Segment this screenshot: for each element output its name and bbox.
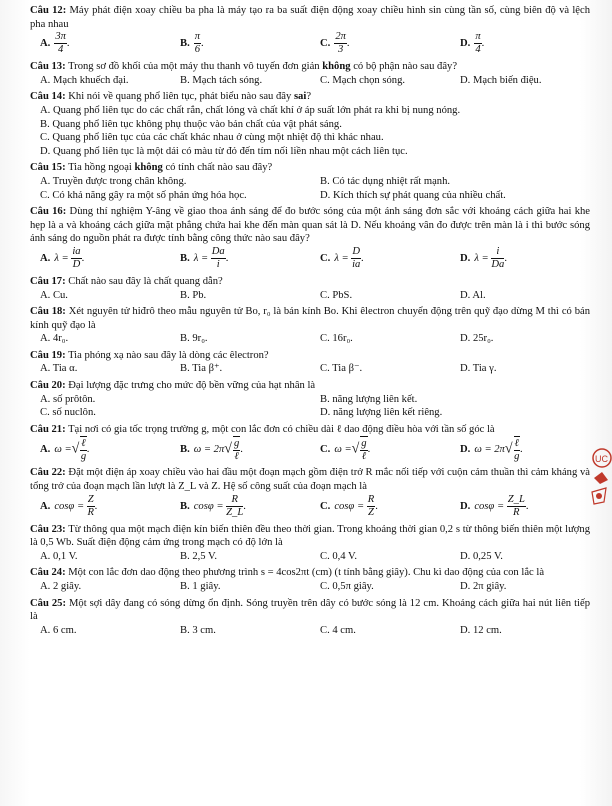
options xyxy=(30,580,590,594)
question-17 xyxy=(30,275,590,302)
option-c[interactable]: C. ω =√ $\frac{g}{\text{ℓ}}$ . xyxy=(320,437,371,462)
option-c[interactable]: C. PbS. xyxy=(320,289,353,301)
option-c[interactable]: C. 16r₀. xyxy=(320,333,353,345)
option-d[interactable]: D. Al. xyxy=(460,289,486,301)
option-c[interactable]: C. 0,5π giây. xyxy=(320,581,374,592)
question-24 xyxy=(30,566,590,593)
option-d[interactable]: D. ω = 2π√ $\frac{\text{ℓ}}{g}$ . xyxy=(460,437,523,462)
question-stem: Câu 25: Một sợi dây đang có sóng dừng ổn định. Sóng truyền trên dây có bước sóng là 12 cm. Khoảng cách giữa hai nút liên tiếp là xyxy=(30,597,590,623)
question-23 xyxy=(30,523,590,564)
options xyxy=(30,332,590,346)
option-d[interactable]: D. 0,25 V. xyxy=(460,550,503,562)
option-c[interactable]: C. 0,4 V. xyxy=(320,550,357,562)
option-a[interactable]: A. cosφ = $\frac{Z}{R}$ . xyxy=(40,493,98,518)
question-stem: Câu 12: Máy phát điện xoay chiều ba pha là máy tạo ra ba suất điện động xoay chiều hình sin cùng tần số, cùng biên độ và lệch pha nhau xyxy=(30,5,590,30)
option-c[interactable]: C. cosφ = $\frac{R}{Z}$ . xyxy=(320,493,378,518)
option-a[interactable]: A. Tia α. xyxy=(40,363,78,375)
options xyxy=(30,31,590,57)
question-stem: Câu 20: Đại lượng đặc trưng cho mức độ bền vững của hạt nhân là xyxy=(30,380,316,392)
question-21 xyxy=(30,423,590,464)
option-d[interactable]: D. Kích thích sự phát quang của nhiều chất. xyxy=(320,189,506,201)
option-a[interactable]: A. 6 cm. xyxy=(40,624,77,636)
option-b[interactable]: B. ω = 2π√ $\frac{g}{\text{ℓ}}$ . xyxy=(180,437,243,462)
option-b[interactable]: B. cosφ = $\frac{R}{Z\_L}$ . xyxy=(180,493,246,518)
option-c[interactable]: C. Mạch chọn sóng. xyxy=(320,74,406,86)
option-d[interactable]: D. cosφ = $\frac{Z\_L}{R}$ . xyxy=(460,493,529,518)
option-b[interactable]: B. Quang phổ liên tục không phụ thuộc vào bản chất của vật phát sáng. xyxy=(40,118,342,130)
question-stem: Câu 15: Tia hồng ngoại không có tính chất nào sau đây? xyxy=(30,162,273,174)
question-stem: Câu 14: Khi nói về quang phổ liên tục, phát biểu nào sau đây sai? xyxy=(30,91,312,103)
option-b[interactable]: B. 1 giây. xyxy=(180,581,221,592)
option-a[interactable]: A. số prôtôn. xyxy=(40,393,96,405)
options xyxy=(30,289,590,303)
option-a[interactable]: A. Mạch khuếch đại. xyxy=(40,74,129,86)
option-d[interactable]: D. 25r₀. xyxy=(460,333,494,345)
option-c[interactable]: C. số nuclôn. xyxy=(40,407,96,419)
options xyxy=(30,362,590,376)
option-d[interactable]: D. $\frac{\pi}{4}$ . xyxy=(460,31,485,56)
options xyxy=(30,393,590,420)
question-20 xyxy=(30,379,590,420)
option-b[interactable]: B. Có tác dụng nhiệt rất mạnh. xyxy=(320,175,451,187)
margin-logo-text: UC xyxy=(595,454,608,464)
question-stem: Câu 21: Tại nơi có gia tốc trọng trường g, một con lắc đơn có chiều dài ℓ dao động điều hòa với tần số góc là xyxy=(30,423,495,435)
question-stem: Câu 22: Đặt một điện áp xoay chiều vào hai đầu một đoạn mạch gồm điện trở R mắc nối tiếp với cuộn cảm thuần thì cảm kháng và tổng trở của đoạn mạch lần lượt là Z_L và Z. Hệ số công suất của đoạn mạch là xyxy=(30,467,590,493)
option-a[interactable]: A. Truyền được trong chân không. xyxy=(40,175,187,187)
option-c[interactable]: C. λ = $\frac{D}{ia}$ . xyxy=(320,245,364,270)
option-d[interactable]: D. 2π giây. xyxy=(460,581,507,592)
option-b[interactable]: B. $\frac{\pi}{6}$ . xyxy=(180,31,204,56)
option-d[interactable]: D. Mạch biến điệu. xyxy=(460,74,542,86)
question-22 xyxy=(30,466,590,519)
options xyxy=(30,74,590,88)
option-d[interactable]: D. 12 cm. xyxy=(460,624,502,636)
option-a[interactable]: A. $\frac{3\pi}{4}$ . xyxy=(40,31,70,56)
options xyxy=(30,175,590,202)
option-c[interactable]: C. $\frac{2\pi}{3}$ . xyxy=(320,31,350,56)
options xyxy=(30,494,590,520)
option-d[interactable]: D. λ = $\frac{i}{Da}$ . xyxy=(460,245,507,270)
option-b[interactable]: B. Mạch tách sóng. xyxy=(180,74,263,86)
option-a[interactable]: A. Cu. xyxy=(40,289,68,301)
options xyxy=(30,436,590,463)
question-stem: Câu 19: Tia phóng xạ nào sau đây là dòng các êlectron? xyxy=(30,349,269,361)
option-c[interactable]: C. 4 cm. xyxy=(320,624,356,636)
option-c[interactable]: C. Có khả năng gây ra một số phản ứng hóa học. xyxy=(40,189,247,201)
question-stem: Câu 17: Chất nào sau đây là chất quang dẫn? xyxy=(30,275,223,287)
question-15 xyxy=(30,161,590,202)
option-b[interactable]: B. Pb. xyxy=(180,289,207,301)
option-b[interactable]: B. λ = $\frac{Da}{i}$ . xyxy=(180,245,229,270)
question-25 xyxy=(30,597,590,638)
question-stem: Câu 16: Dùng thí nghiệm Y-âng về giao thoa ánh sáng để đo bước sóng của một ánh sáng đơn sắc với khoảng cách giữa hai khe hẹp là a và khoảng cách giữa mặt phẳng chứa hai khe đến màn quan sát là D. Nếu khoảng vân đo được trên màn là i thì bước sóng ánh sáng do nguồn phát ra được tính bằng công thức nào sau đây? xyxy=(30,206,590,245)
option-a[interactable]: A. 4r₀. xyxy=(40,333,69,345)
option-b[interactable]: B. 2,5 V. xyxy=(180,550,217,562)
question-stem: Câu 23: Từ thông qua một mạch điện kín biến thiên đều theo thời gian. Trong khoảng thời gian 0,2 s từ thông biến thiên một lượng là 0,5 Wb. Suất điện động cảm ứng trong mạch có độ lớn là xyxy=(30,523,591,549)
options xyxy=(30,246,590,272)
question-13 xyxy=(30,60,590,87)
option-a[interactable]: A. 0,1 V. xyxy=(40,550,78,562)
question-16 xyxy=(30,205,590,272)
option-a[interactable]: A. ω =√ $\frac{\text{ℓ}}{g}$ . xyxy=(40,437,90,462)
option-d[interactable]: D. năng lượng liên kết riêng. xyxy=(320,407,443,419)
option-b[interactable]: B. 9r₀. xyxy=(180,333,208,345)
question-19 xyxy=(30,349,590,376)
option-b[interactable]: B. năng lượng liên kết. xyxy=(320,393,418,405)
option-b[interactable]: B. 3 cm. xyxy=(180,624,216,636)
question-stem: Câu 18: Xét nguyên tử hiđrô theo mẫu nguyên tử Bo, r₀ là bán kính Bo. Khi êlectron chuyển động trên quỹ đạo dừng M thì có bán kính quỹ đạo là xyxy=(30,306,591,331)
option-d[interactable]: D. Tia γ. xyxy=(460,363,497,375)
options xyxy=(30,550,590,564)
option-c[interactable]: C. Quang phổ liên tục của các chất khác nhau ở cùng một nhiệt độ thì khác nhau. xyxy=(40,132,384,144)
question-18 xyxy=(30,305,590,346)
option-a[interactable]: A. Quang phổ liên tục do các chất rắn, chất lỏng và chất khí ở áp suất lớn phát ra khi bị nung nóng. xyxy=(40,104,461,116)
question-14 xyxy=(30,90,590,158)
question-stem: Câu 24: Một con lắc đơn dao động theo phương trình s = 4cos2πt (cm) (t tính bằng giây). Chu kì dao động của con lắc là xyxy=(30,567,545,579)
question-stem: Câu 13: Trong sơ đồ khối của một máy thu thanh vô tuyến đơn giản không có bộ phận nào sau đây? xyxy=(30,61,458,73)
question-12 xyxy=(30,4,590,57)
option-d[interactable]: D. Quang phổ liên tục là một dải có màu từ đỏ đến tím nối liền nhau một cách liên tục. xyxy=(40,145,408,157)
options xyxy=(30,624,590,638)
option-a[interactable]: A. 2 giây. xyxy=(40,581,82,592)
option-a[interactable]: A. λ = $\frac{ia}{D}$ . xyxy=(40,245,85,270)
options xyxy=(30,104,590,158)
margin-logo-icon xyxy=(586,446,612,516)
option-c[interactable]: C. Tia β⁻. xyxy=(320,363,363,375)
option-b[interactable]: B. Tia β⁺. xyxy=(180,363,223,375)
